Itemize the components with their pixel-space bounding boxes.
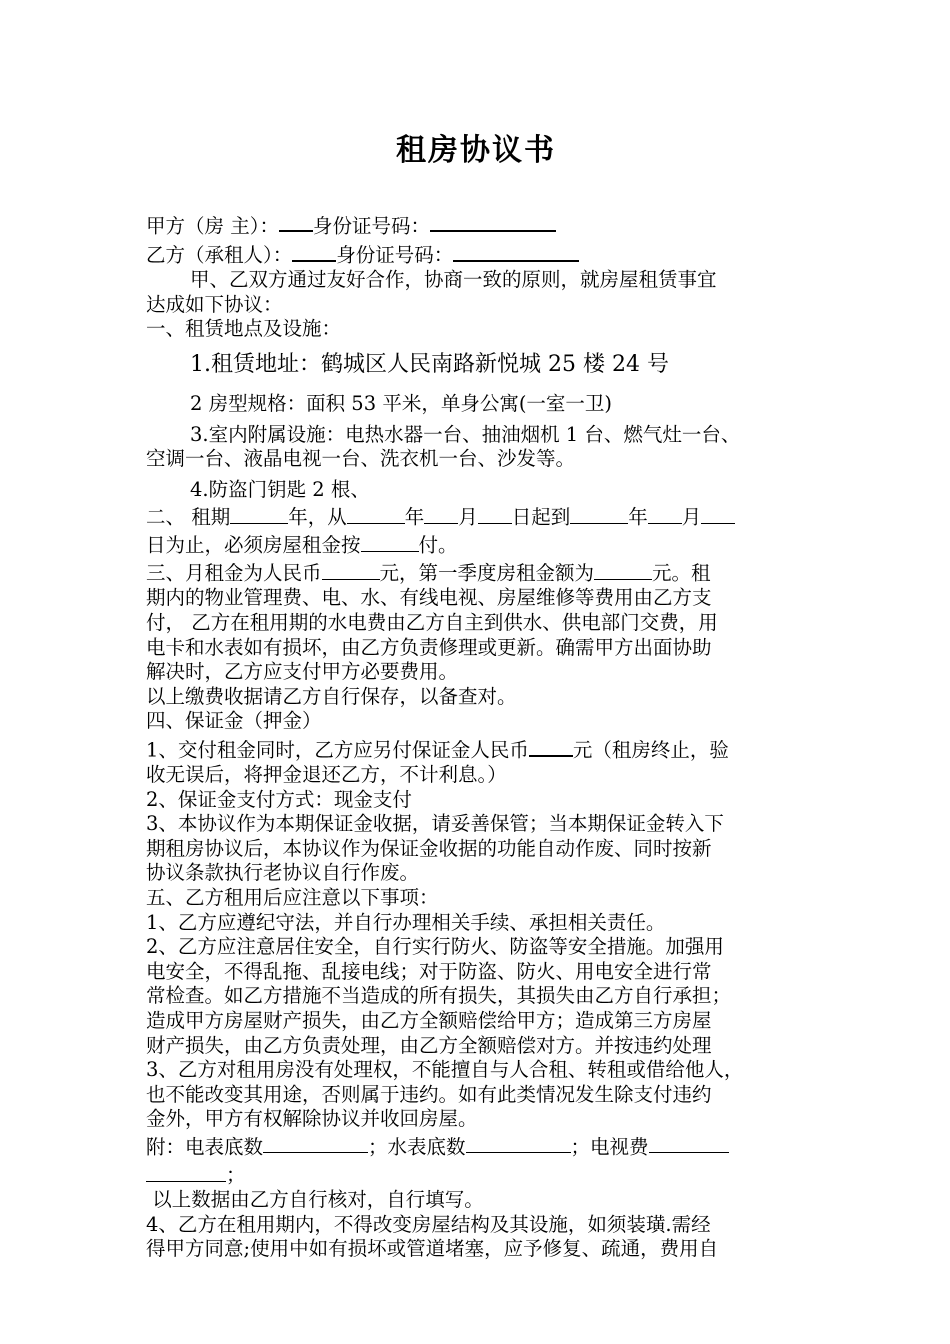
notice-line: 4、乙方在租用期内，不得改变房屋结构及其设施，如须装璜.需经 xyxy=(146,1212,711,1236)
deposit-line: 1、交付租金同时，乙方应另付保证金人民币 元（租房终止，验 xyxy=(146,734,806,763)
notice-line: 2、乙方应注意居住安全，自行实行防火、防盗等安全措施。加强用 xyxy=(146,935,724,959)
rent-line: 解决时，乙方应支付甲方必要费用。 xyxy=(146,660,459,684)
annex-note: 以上数据由乙方自行核对，自行填写。 xyxy=(146,1188,484,1212)
intro-line: 甲、乙双方通过友好合作，协商一致的原则，就房屋租赁事宜 xyxy=(190,268,717,292)
water-meter-blank[interactable] xyxy=(466,1132,571,1153)
lease-term-line: 二、 租期 年，从 年 月 日起到 年 月 xyxy=(146,502,806,530)
notice-line: 电安全，不得乱拖、乱接电线；对于防盗、防火、用电安全进行常 xyxy=(146,959,712,983)
deposit-amount-blank[interactable] xyxy=(529,734,573,756)
rent-line: 以上缴费收据请乙方自行保存，以备查对。 xyxy=(146,684,517,708)
party-a-name-blank[interactable] xyxy=(279,210,313,232)
section-heading: 五、乙方租用后应注意以下事项： xyxy=(146,886,439,910)
deposit-line: 2、保证金支付方式：现金支付 xyxy=(146,787,412,811)
electric-meter-blank[interactable] xyxy=(263,1132,368,1153)
deposit-line: 期租房协议后，本协议作为保证金收据的功能自动作废、同时按新 xyxy=(146,836,712,860)
notice-line: 1、乙方应遵纪守法，并自行办理相关手续、承担相关责任。 xyxy=(146,910,666,934)
end-month-blank[interactable] xyxy=(648,502,682,523)
notice-line: 财产损失，由乙方负责处理，由乙方全额赔偿对方。并按违约处理 xyxy=(146,1033,712,1057)
room-spec: 2 房型规格：面积 53 平米，单身公寓(一室一卫) xyxy=(190,391,613,415)
meter-readings-line: 附：电表底数 ；水表底数 ；电视费 xyxy=(146,1132,806,1160)
rental-address: 1.租赁地址：鹤城区人民南路新悦城 25 楼 24 号 xyxy=(190,351,669,377)
end-year-blank[interactable] xyxy=(570,502,628,523)
meter-readings-line: ； xyxy=(146,1160,806,1188)
party-a-line: 甲方（房 主）： 身份证号码： xyxy=(146,210,806,239)
end-day-blank[interactable] xyxy=(701,502,735,523)
lease-term-line: 日为止，必须房屋租金按 付。 xyxy=(146,530,806,558)
rent-line: 期内的物业管理费、电、水、有线电视、房屋维修等费用由乙方支 xyxy=(146,586,712,610)
page-title: 租房协议书 xyxy=(396,133,556,168)
facilities-line: 3.室内附属设施：电热水器一台、抽油烟机 1 台、燃气灶一台、 xyxy=(190,422,741,446)
start-month-blank[interactable] xyxy=(424,502,458,523)
party-a-id-blank[interactable] xyxy=(430,210,556,232)
notice-line: 也不能改变其用途，否则属于违约。如有此类情况发生除支付违约 xyxy=(146,1082,712,1106)
tv-fee-blank-cont[interactable] xyxy=(146,1160,226,1181)
keys-line: 4.防盗门钥匙 2 根、 xyxy=(190,477,370,501)
deposit-line: 协议条款执行老协议自行作废。 xyxy=(146,861,420,885)
payment-cycle-blank[interactable] xyxy=(361,530,419,551)
deposit-line: 3、本协议作为本期保证金收据，请妥善保管；当本期保证金转入下 xyxy=(146,812,724,836)
term-years-blank[interactable] xyxy=(230,502,288,523)
document-page xyxy=(146,130,806,1262)
notice-line: 常检查。如乙方措施不当造成的所有损失，其损失由乙方自行承担； xyxy=(146,984,732,1008)
start-day-blank[interactable] xyxy=(478,502,512,523)
facilities-line: 空调一台、液晶电视一台、洗衣机一台、沙发等。 xyxy=(146,447,576,471)
quarter-rent-blank[interactable] xyxy=(594,558,652,579)
rent-line: 电卡和水表如有损坏，由乙方负责修理或更新。确需甲方出面协助 xyxy=(146,635,712,659)
rent-line: 三、月租金为人民币 元，第一季度房租金额为 元。租 xyxy=(146,558,806,586)
deposit-line: 收无误后，将押金退还乙方，不计利息。） xyxy=(146,763,507,787)
tv-fee-blank[interactable] xyxy=(649,1132,729,1153)
intro-line: 达成如下协议： xyxy=(146,292,283,316)
rent-line: 付， 乙方在租用期的水电费由乙方自主到供水、供电部门交费，用 xyxy=(146,611,718,635)
start-year-blank[interactable] xyxy=(347,502,405,523)
notice-line: 3、乙方对租用房没有处理权，不能擅自与人合租、转租或借给他人， xyxy=(146,1058,744,1082)
monthly-rent-blank[interactable] xyxy=(322,558,380,579)
party-b-id-blank[interactable] xyxy=(453,239,579,261)
party-b-line: 乙方（承租人）： 身份证号码： xyxy=(146,239,806,268)
party-b-name-blank[interactable] xyxy=(292,239,336,261)
notice-line: 得甲方同意;使用中如有损坏或管道堵塞，应予修复、疏通，费用自 xyxy=(146,1237,719,1261)
section-heading: 四、保证金（押金） xyxy=(146,709,322,733)
section-heading: 一、租赁地点及设施： xyxy=(146,317,342,341)
notice-line: 造成甲方房屋财产损失，由乙方全额赔偿给甲方；造成第三方房屋 xyxy=(146,1009,712,1033)
notice-line: 金外，甲方有权解除协议并收回房屋。 xyxy=(146,1107,478,1131)
